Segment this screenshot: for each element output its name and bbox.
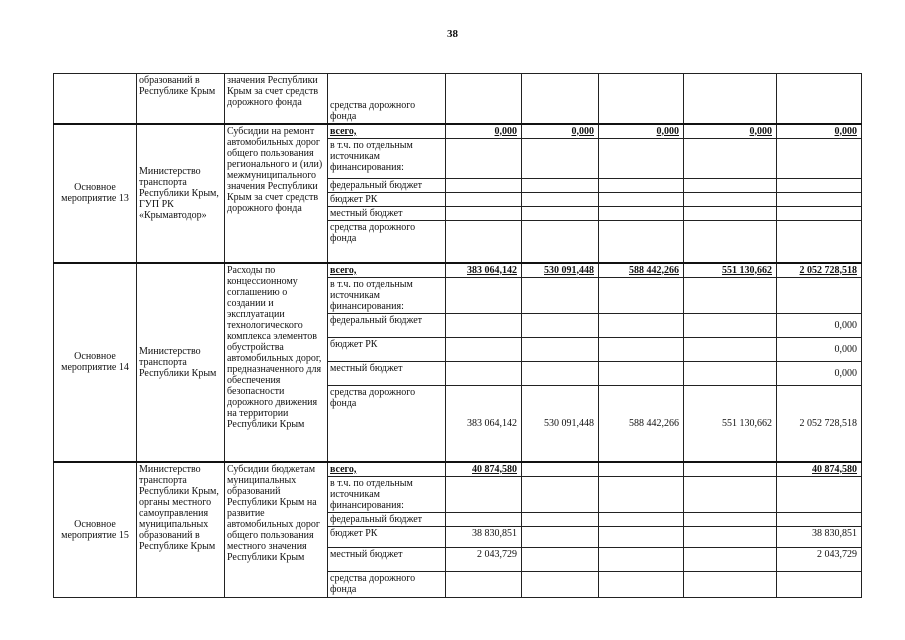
- value-cell: [599, 221, 684, 263]
- value-cell: [446, 139, 522, 179]
- measure-name-cell: Основное мероприятие 13: [54, 124, 137, 263]
- value-cell: [599, 513, 684, 527]
- value-cell: [522, 207, 599, 221]
- description-cell: значения Республики Крым за счет средств дорожного фонда: [225, 74, 328, 124]
- value-cell: [446, 179, 522, 193]
- value-cell: 2 043,729: [777, 548, 862, 572]
- value-cell: 0,000: [446, 124, 522, 139]
- table-row: [54, 462, 862, 477]
- value-cell: [777, 221, 862, 263]
- value-cell: 0,000: [777, 362, 862, 386]
- value-cell: [522, 527, 599, 548]
- value-cell: [446, 572, 522, 598]
- value-cell: 383 064,142: [446, 263, 522, 278]
- value-cell: [599, 548, 684, 572]
- value-cell: [684, 314, 777, 338]
- value-cell: [522, 221, 599, 263]
- value-cell: 0,000: [777, 314, 862, 338]
- value-cell: 0,000: [684, 124, 777, 139]
- value-cell: [777, 179, 862, 193]
- source-cell: всего,: [328, 263, 446, 278]
- value-cell: [522, 139, 599, 179]
- value-cell: [777, 572, 862, 598]
- value-cell: [599, 462, 684, 477]
- value-cell: 383 064,142: [446, 386, 522, 462]
- value-cell: [522, 572, 599, 598]
- executor-cell: образований в Республике Крым: [137, 74, 225, 124]
- description-cell: Субсидии на ремонт автомобильных дорог общего пользования регионального и (или) межмуниципального значения Республики Крым за счет средств дорожного фонда: [225, 124, 328, 263]
- value-cell: 588 442,266: [599, 386, 684, 462]
- measure-name-cell: Основное мероприятие 14: [54, 263, 137, 462]
- value-cell: [599, 179, 684, 193]
- value-cell: 38 830,851: [777, 527, 862, 548]
- value-cell: [522, 462, 599, 477]
- table-row: [54, 263, 862, 278]
- source-cell: бюджет РК: [328, 193, 446, 207]
- measure-name-cell: Основное мероприятие 15: [54, 462, 137, 598]
- value-cell: [599, 278, 684, 314]
- value-cell: [684, 362, 777, 386]
- value-cell: [684, 513, 777, 527]
- value-cell: [599, 338, 684, 362]
- value-cell: [777, 477, 862, 513]
- source-cell: местный бюджет: [328, 362, 446, 386]
- description-cell: Расходы по концессионному соглашению о создании и эксплуатации технологического комплекса элементов обустройства автомобильных дорог, предназначенного для обеспечения безопасности дорожного движения на территории Республики Крым: [225, 263, 328, 462]
- value-cell: [446, 221, 522, 263]
- value-cell: 2 043,729: [446, 548, 522, 572]
- value-cell: [777, 139, 862, 179]
- value-cell: [684, 221, 777, 263]
- source-cell: средства дорожного фонда: [328, 74, 446, 124]
- value-cell: [522, 548, 599, 572]
- value-cell: [522, 193, 599, 207]
- source-cell: бюджет РК: [328, 527, 446, 548]
- value-cell: [599, 477, 684, 513]
- value-cell: [684, 572, 777, 598]
- value-cell: [522, 477, 599, 513]
- value-cell: [446, 314, 522, 338]
- value-cell: 530 091,448: [522, 386, 599, 462]
- value-cell: [522, 362, 599, 386]
- value-cell: [446, 513, 522, 527]
- value-cell: [599, 572, 684, 598]
- value-cell: [684, 179, 777, 193]
- value-cell: 551 130,662: [684, 263, 777, 278]
- value-cell: [684, 527, 777, 548]
- value-cell: [522, 179, 599, 193]
- value-cell: 0,000: [777, 338, 862, 362]
- value-cell: [599, 193, 684, 207]
- value-cell: [522, 513, 599, 527]
- source-cell: федеральный бюджет: [328, 513, 446, 527]
- executor-cell: Министерство транспорта Республики Крым: [137, 263, 225, 462]
- value-cell: [446, 193, 522, 207]
- value-cell: 40 874,580: [777, 462, 862, 477]
- value-cell: 2 052 728,518: [777, 386, 862, 462]
- value-cell: [684, 338, 777, 362]
- value-cell: [684, 548, 777, 572]
- source-cell: местный бюджет: [328, 207, 446, 221]
- source-cell: в т.ч. по отдельным источникам финансирования:: [328, 477, 446, 513]
- value-cell: [684, 193, 777, 207]
- value-cell: [599, 314, 684, 338]
- value-cell: [684, 477, 777, 513]
- value-cell: [777, 278, 862, 314]
- value-cell: [446, 362, 522, 386]
- source-cell: средства дорожного фонда: [328, 572, 446, 598]
- source-cell: средства дорожного фонда: [328, 221, 446, 263]
- value-cell: 0,000: [599, 124, 684, 139]
- value-cell: 2 052 728,518: [777, 263, 862, 278]
- value-cell: [446, 278, 522, 314]
- value-cell: 551 130,662: [684, 386, 777, 462]
- value-cell: 588 442,266: [599, 263, 684, 278]
- value-cell: [599, 139, 684, 179]
- table-row: [54, 74, 862, 124]
- value-cell: 0,000: [522, 124, 599, 139]
- source-cell: в т.ч. по отдельным источникам финансирования:: [328, 278, 446, 314]
- source-cell: федеральный бюджет: [328, 314, 446, 338]
- value-cell: [599, 207, 684, 221]
- value-cell: [684, 278, 777, 314]
- value-cell: [522, 314, 599, 338]
- source-cell: бюджет РК: [328, 338, 446, 362]
- source-cell: всего,: [328, 462, 446, 477]
- description-cell: Субсидии бюджетам муниципальных образований Республики Крым на развитие автомобильных дорог общего пользования местного значения Республики Крым: [225, 462, 328, 598]
- value-cell: [599, 362, 684, 386]
- value-cell: [684, 462, 777, 477]
- value-cell: [777, 513, 862, 527]
- value-cell: [684, 207, 777, 221]
- source-cell: в т.ч. по отдельным источникам финансирования:: [328, 139, 446, 179]
- value-cell: [446, 207, 522, 221]
- executor-cell: Министерство транспорта Республики Крым, ГУП РК «Крымавтодор»: [137, 124, 225, 263]
- page-number: 38: [447, 28, 458, 40]
- value-cell: [522, 278, 599, 314]
- source-cell: федеральный бюджет: [328, 179, 446, 193]
- source-cell: средства дорожного фонда: [328, 386, 446, 462]
- source-cell: местный бюджет: [328, 548, 446, 572]
- value-cell: [684, 139, 777, 179]
- value-cell: 38 830,851: [446, 527, 522, 548]
- source-cell: всего,: [328, 124, 446, 139]
- value-cell: [446, 477, 522, 513]
- financing-table: [53, 73, 862, 598]
- value-cell: [446, 338, 522, 362]
- value-cell: 530 091,448: [522, 263, 599, 278]
- value-cell: 0,000: [777, 124, 862, 139]
- value-cell: [522, 338, 599, 362]
- value-cell: [599, 527, 684, 548]
- executor-cell: Министерство транспорта Республики Крым, органы местного самоуправления муниципальных образований в Республике Крым: [137, 462, 225, 598]
- table-row: [54, 124, 862, 139]
- value-cell: [777, 207, 862, 221]
- value-cell: [777, 193, 862, 207]
- value-cell: 40 874,580: [446, 462, 522, 477]
